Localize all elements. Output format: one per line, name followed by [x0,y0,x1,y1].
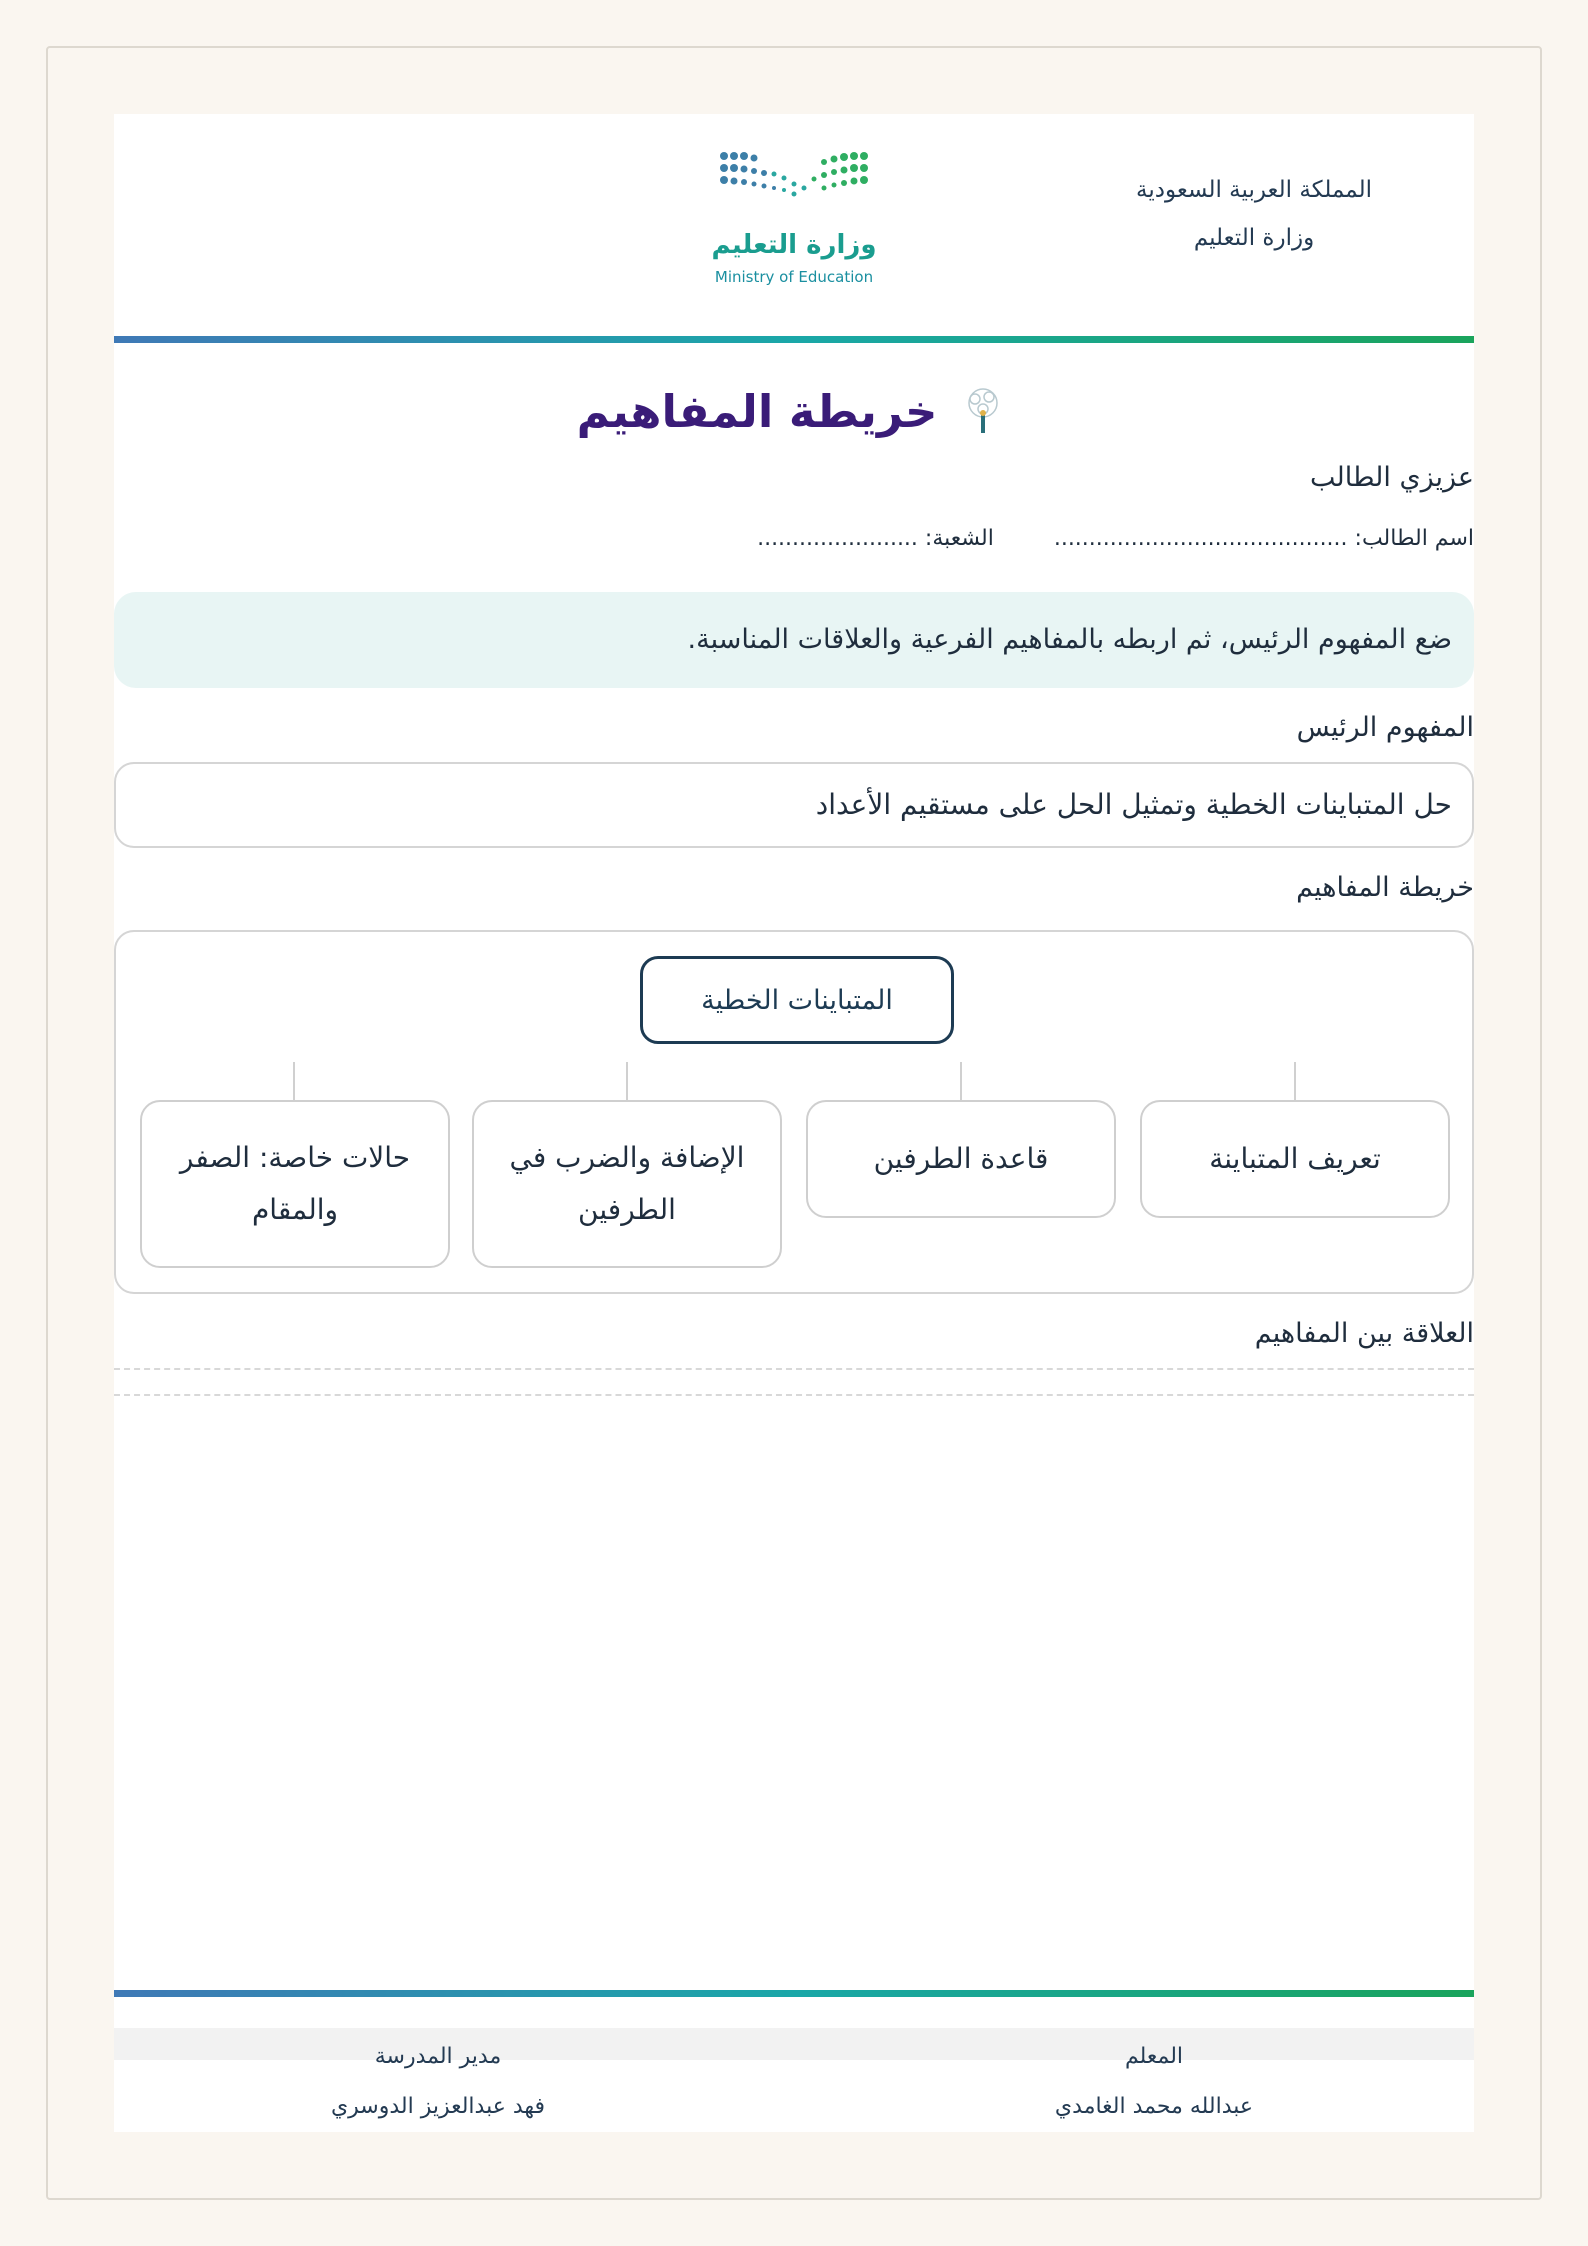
student-name-field[interactable]: اسم الطالب: .......................................... [1053,526,1474,551]
child-concept-node[interactable]: قاعدة الطرفين [806,1100,1116,1218]
instruction-box: ضع المفهوم الرئيس، ثم اربطه بالمفاهيم الفرعية والعلاقات المناسبة. [114,592,1474,688]
page-title: خريطة المفاهيم [576,384,938,438]
student-fields [757,526,1474,551]
footer-divider [114,1990,1474,1997]
principal-name: فهد عبدالعزيز الدوسري [330,2094,546,2119]
main-concept-label: المفهوم الرئيس [1296,712,1474,743]
ministry-name: وزارة التعليم [1193,225,1315,251]
child-concept-node[interactable]: تعريف المتباينة [1140,1100,1450,1218]
logo-arabic-text: وزارة التعليم [711,230,877,260]
connector-line [1294,1062,1296,1102]
child-concept-node[interactable]: الإضافة والضرب في الطرفين [472,1100,782,1268]
worksheet [114,114,1474,2132]
kingdom-name: المملكة العربية السعودية [1136,177,1372,203]
concept-map [114,930,1474,1294]
logo-english-text: Ministry of Education [714,268,874,286]
answer-line[interactable] [114,1394,1474,1396]
kingdom-block [1124,166,1384,262]
header-divider [114,336,1474,343]
principal-title: مدير المدرسة [374,2044,502,2069]
principal-signature [238,2032,638,2132]
section-field[interactable]: الشعبة: ....................... [757,526,994,551]
tree-icon [955,383,1011,439]
header [114,114,1474,336]
connector-line [293,1062,295,1102]
connector-line [626,1062,628,1102]
teacher-name: عبدالله محمد الغامدي [1054,2094,1254,2119]
logo-dots-icon [704,144,884,224]
ministry-logo [704,144,884,289]
teacher-signature [954,2032,1354,2132]
root-concept-node[interactable]: المتباينات الخطية [640,956,954,1044]
answer-line[interactable] [114,1368,1474,1370]
connector-line [960,1062,962,1102]
main-concept-box[interactable]: حل المتباينات الخطية وتمثيل الحل على مستقيم الأعداد [114,762,1474,848]
child-concept-node[interactable]: حالات خاصة: الصفر والمقام [140,1100,450,1268]
concept-map-label: خريطة المفاهيم [1296,872,1474,903]
teacher-title: المعلم [1124,2044,1184,2069]
greeting: عزيزي الطالب [1310,462,1474,493]
title-row [114,376,1474,446]
relations-label: العلاقة بين المفاهيم [1254,1318,1474,1349]
